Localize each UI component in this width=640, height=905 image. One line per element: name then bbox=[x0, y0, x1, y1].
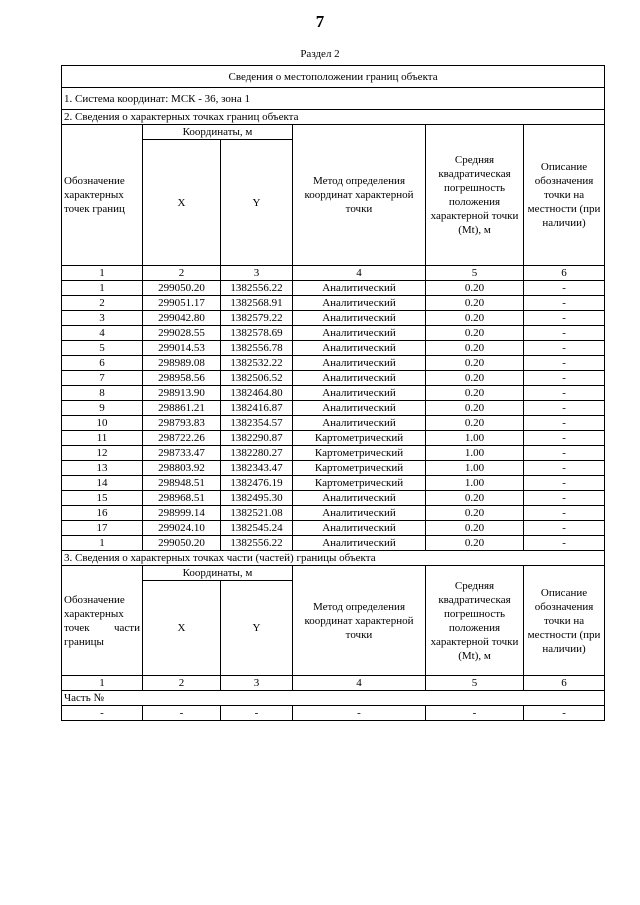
column-number: 4 bbox=[293, 266, 426, 281]
column-number: 4 bbox=[293, 676, 426, 691]
header-description-part: Описание обозначения точки на местности (при наличии) bbox=[524, 566, 605, 676]
table-row bbox=[62, 506, 605, 521]
point-mt: 0.20 bbox=[426, 401, 524, 416]
point-mt: 0.20 bbox=[426, 341, 524, 356]
point-x: 298733.47 bbox=[143, 446, 221, 461]
table-row bbox=[62, 476, 605, 491]
point-n: 16 bbox=[62, 506, 143, 521]
point-desc: - bbox=[524, 356, 605, 371]
part-cell: - bbox=[426, 706, 524, 721]
point-method: Аналитический bbox=[293, 326, 426, 341]
point-desc: - bbox=[524, 341, 605, 356]
section-parts-title: 3. Сведения о характерных точках части (частей) границы объекта bbox=[62, 551, 605, 566]
point-desc: - bbox=[524, 461, 605, 476]
point-x: 299014.53 bbox=[143, 341, 221, 356]
point-y: 1382354.57 bbox=[221, 416, 293, 431]
point-y: 1382476.19 bbox=[221, 476, 293, 491]
point-mt: 0.20 bbox=[426, 536, 524, 551]
table-row bbox=[62, 311, 605, 326]
point-y: 1382579.22 bbox=[221, 311, 293, 326]
column-number: 6 bbox=[524, 266, 605, 281]
point-n: 3 bbox=[62, 311, 143, 326]
table-row bbox=[62, 371, 605, 386]
point-x: 298861.21 bbox=[143, 401, 221, 416]
point-y: 1382521.08 bbox=[221, 506, 293, 521]
coord-system: 1. Система координат: МСК - 36, зона 1 bbox=[62, 88, 605, 110]
point-mt: 0.20 bbox=[426, 506, 524, 521]
point-desc: - bbox=[524, 311, 605, 326]
point-n: 8 bbox=[62, 386, 143, 401]
point-desc: - bbox=[524, 491, 605, 506]
point-mt: 1.00 bbox=[426, 446, 524, 461]
header-designation-part: Обозначение характерных точек части границы bbox=[62, 566, 143, 676]
column-number: 1 bbox=[62, 676, 143, 691]
point-n: 2 bbox=[62, 296, 143, 311]
point-n: 1 bbox=[62, 536, 143, 551]
point-x: 298722.26 bbox=[143, 431, 221, 446]
table-row bbox=[62, 536, 605, 551]
point-mt: 1.00 bbox=[426, 431, 524, 446]
point-desc: - bbox=[524, 416, 605, 431]
table-title: Сведения о местоположении границ объекта bbox=[62, 66, 605, 88]
table-row bbox=[62, 446, 605, 461]
point-method: Картометрический bbox=[293, 431, 426, 446]
point-n: 15 bbox=[62, 491, 143, 506]
point-n: 13 bbox=[62, 461, 143, 476]
table-row bbox=[62, 401, 605, 416]
column-numbers-row bbox=[62, 676, 605, 691]
point-n: 14 bbox=[62, 476, 143, 491]
point-y: 1382464.80 bbox=[221, 386, 293, 401]
point-n: 6 bbox=[62, 356, 143, 371]
point-y: 1382290.87 bbox=[221, 431, 293, 446]
point-x: 299050.20 bbox=[143, 281, 221, 296]
point-mt: 0.20 bbox=[426, 386, 524, 401]
column-number: 3 bbox=[221, 676, 293, 691]
table-row bbox=[62, 326, 605, 341]
point-desc: - bbox=[524, 536, 605, 551]
part-cell: - bbox=[143, 706, 221, 721]
point-y: 1382545.24 bbox=[221, 521, 293, 536]
section-points-title: 2. Сведения о характерных точках границ объекта bbox=[62, 110, 605, 125]
point-method: Аналитический bbox=[293, 341, 426, 356]
table-row bbox=[62, 461, 605, 476]
table-row bbox=[62, 281, 605, 296]
point-method: Аналитический bbox=[293, 296, 426, 311]
point-desc: - bbox=[524, 506, 605, 521]
part-cell: - bbox=[293, 706, 426, 721]
point-y: 1382568.91 bbox=[221, 296, 293, 311]
point-desc: - bbox=[524, 431, 605, 446]
point-y: 1382495.30 bbox=[221, 491, 293, 506]
point-mt: 0.20 bbox=[426, 371, 524, 386]
point-x: 298793.83 bbox=[143, 416, 221, 431]
header-designation: Обозначение характерных точек границ bbox=[62, 125, 143, 266]
point-x: 298989.08 bbox=[143, 356, 221, 371]
point-desc: - bbox=[524, 326, 605, 341]
point-x: 298803.92 bbox=[143, 461, 221, 476]
point-desc: - bbox=[524, 281, 605, 296]
header-x: X bbox=[143, 140, 221, 266]
table-row bbox=[62, 416, 605, 431]
header-coordinates-part: Координаты, м bbox=[143, 566, 293, 581]
point-mt: 0.20 bbox=[426, 491, 524, 506]
column-number: 5 bbox=[426, 676, 524, 691]
column-number: 3 bbox=[221, 266, 293, 281]
point-desc: - bbox=[524, 446, 605, 461]
point-method: Аналитический bbox=[293, 491, 426, 506]
point-method: Картометрический bbox=[293, 446, 426, 461]
part-label: Часть № bbox=[62, 691, 605, 706]
point-y: 1382280.27 bbox=[221, 446, 293, 461]
part-cell: - bbox=[62, 706, 143, 721]
point-desc: - bbox=[524, 401, 605, 416]
point-desc: - bbox=[524, 521, 605, 536]
point-method: Аналитический bbox=[293, 371, 426, 386]
column-number: 5 bbox=[426, 266, 524, 281]
point-mt: 0.20 bbox=[426, 281, 524, 296]
header-method: Метод определения координат характерной точки bbox=[293, 125, 426, 266]
point-y: 1382556.22 bbox=[221, 281, 293, 296]
table-row bbox=[62, 431, 605, 446]
point-n: 11 bbox=[62, 431, 143, 446]
point-desc: - bbox=[524, 386, 605, 401]
point-mt: 0.20 bbox=[426, 311, 524, 326]
part-row bbox=[62, 706, 605, 721]
table-row bbox=[62, 356, 605, 371]
point-n: 17 bbox=[62, 521, 143, 536]
point-y: 1382578.69 bbox=[221, 326, 293, 341]
header-x-part: X bbox=[143, 581, 221, 676]
boundary-table bbox=[61, 65, 605, 721]
point-y: 1382556.22 bbox=[221, 536, 293, 551]
point-n: 9 bbox=[62, 401, 143, 416]
point-x: 298958.56 bbox=[143, 371, 221, 386]
table-row bbox=[62, 296, 605, 311]
point-x: 299042.80 bbox=[143, 311, 221, 326]
point-mt: 1.00 bbox=[426, 476, 524, 491]
point-mt: 0.20 bbox=[426, 296, 524, 311]
point-x: 299050.20 bbox=[143, 536, 221, 551]
point-n: 7 bbox=[62, 371, 143, 386]
header-error: Средняя квадратическая погрешность положения характерной точки (Mt), м bbox=[426, 125, 524, 266]
header-y-part: Y bbox=[221, 581, 293, 676]
point-x: 299028.55 bbox=[143, 326, 221, 341]
table-row bbox=[62, 521, 605, 536]
point-x: 298968.51 bbox=[143, 491, 221, 506]
table-row bbox=[62, 341, 605, 356]
point-mt: 0.20 bbox=[426, 356, 524, 371]
point-method: Аналитический bbox=[293, 356, 426, 371]
point-method: Аналитический bbox=[293, 521, 426, 536]
point-n: 10 bbox=[62, 416, 143, 431]
column-number: 2 bbox=[143, 676, 221, 691]
point-method: Аналитический bbox=[293, 386, 426, 401]
point-n: 4 bbox=[62, 326, 143, 341]
point-y: 1382532.22 bbox=[221, 356, 293, 371]
header-method-part: Метод определения координат характерной точки bbox=[293, 566, 426, 676]
point-n: 5 bbox=[62, 341, 143, 356]
part-cell: - bbox=[221, 706, 293, 721]
point-method: Аналитический bbox=[293, 506, 426, 521]
page-number: 7 bbox=[315, 12, 325, 31]
point-y: 1382416.87 bbox=[221, 401, 293, 416]
point-x: 298999.14 bbox=[143, 506, 221, 521]
column-number: 2 bbox=[143, 266, 221, 281]
point-n: 1 bbox=[62, 281, 143, 296]
point-method: Аналитический bbox=[293, 311, 426, 326]
section-label: Раздел 2 bbox=[300, 48, 340, 60]
point-mt: 0.20 bbox=[426, 326, 524, 341]
point-n: 12 bbox=[62, 446, 143, 461]
point-x: 298948.51 bbox=[143, 476, 221, 491]
point-method: Картометрический bbox=[293, 461, 426, 476]
point-mt: 1.00 bbox=[426, 461, 524, 476]
column-numbers-row bbox=[62, 266, 605, 281]
point-y: 1382506.52 bbox=[221, 371, 293, 386]
point-method: Аналитический bbox=[293, 416, 426, 431]
point-x: 299051.17 bbox=[143, 296, 221, 311]
point-y: 1382343.47 bbox=[221, 461, 293, 476]
part-cell: - bbox=[524, 706, 605, 721]
point-desc: - bbox=[524, 296, 605, 311]
header-coordinates: Координаты, м bbox=[143, 125, 293, 140]
column-number: 1 bbox=[62, 266, 143, 281]
table-row bbox=[62, 491, 605, 506]
point-x: 299024.10 bbox=[143, 521, 221, 536]
point-desc: - bbox=[524, 476, 605, 491]
point-y: 1382556.78 bbox=[221, 341, 293, 356]
header-y: Y bbox=[221, 140, 293, 266]
column-number: 6 bbox=[524, 676, 605, 691]
point-desc: - bbox=[524, 371, 605, 386]
point-method: Аналитический bbox=[293, 281, 426, 296]
table-row bbox=[62, 386, 605, 401]
header-error-part: Средняя квадратическая погрешность положения характерной точки (Mt), м bbox=[426, 566, 524, 676]
point-method: Аналитический bbox=[293, 536, 426, 551]
header-description: Описание обозначения точки на местности (при наличии) bbox=[524, 125, 605, 266]
point-method: Аналитический bbox=[293, 401, 426, 416]
point-x: 298913.90 bbox=[143, 386, 221, 401]
point-mt: 0.20 bbox=[426, 416, 524, 431]
point-mt: 0.20 bbox=[426, 521, 524, 536]
point-method: Картометрический bbox=[293, 476, 426, 491]
